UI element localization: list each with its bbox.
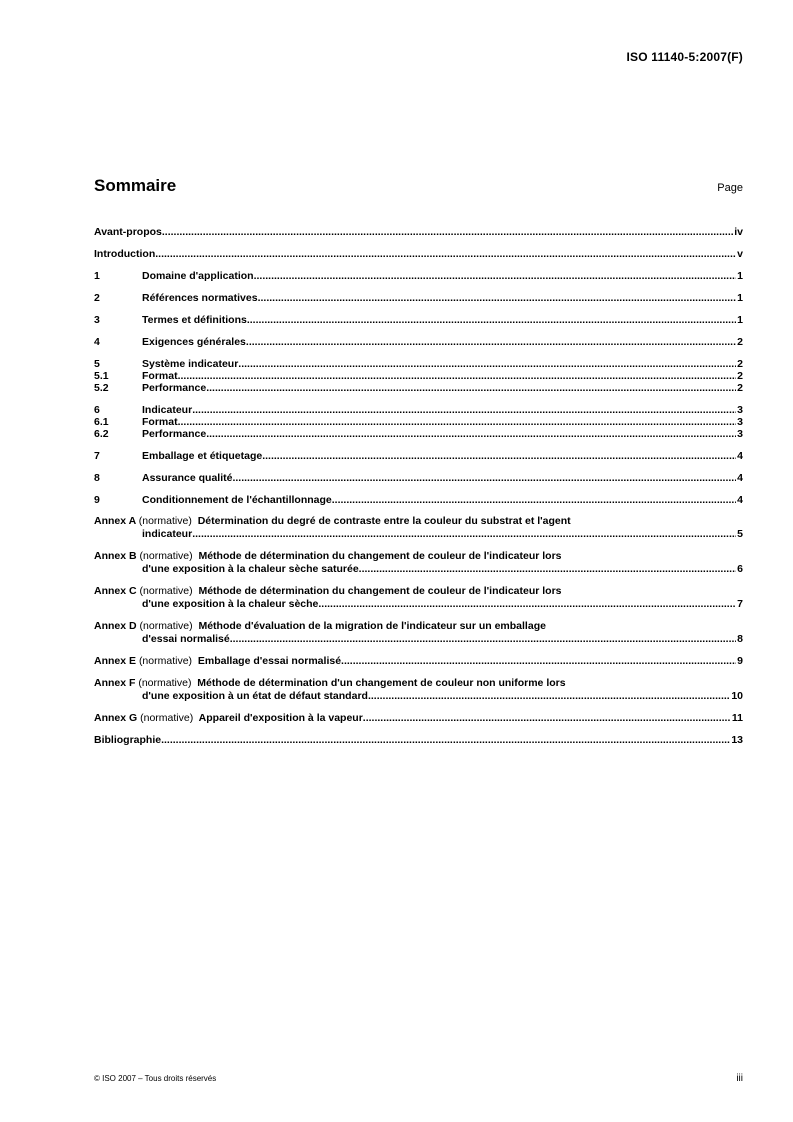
toc-entry-introduction[interactable]: Introduction ..... v — [94, 248, 743, 260]
page-title: Sommaire — [94, 176, 177, 195]
footer-page-number: iii — [736, 1073, 743, 1084]
toc-entry-3[interactable]: 3 Termes et définitions ..... 1 — [94, 314, 743, 326]
toc-entry-annex-g[interactable]: Annex G (normative) Appareil d'exposition à la vapeur ..... 11 — [94, 712, 743, 724]
title-row — [94, 176, 743, 196]
toc-entry-6-2[interactable]: 6.2 Performance ..... 3 — [94, 428, 743, 440]
toc-entry-1[interactable]: 1 Domaine d'application ..... 1 — [94, 270, 743, 282]
toc-entry-annex-c[interactable]: Annex C (normative) Méthode de détermination du changement de couleur de l'indicateur lors d'une exposition à la chaleur sèche ..... 7 — [94, 585, 743, 610]
toc-entry-annex-e[interactable]: Annex E (normative) Emballage d'essai normalisé ..... 9 — [94, 655, 743, 667]
toc-entry-annex-d[interactable]: Annex D (normative) Méthode d'évaluation de la migration de l'indicateur sur un emballage d'essai normalisé ..... 8 — [94, 620, 743, 645]
document-code: ISO 11140-5:2007(F) — [626, 50, 743, 64]
toc-entry-7[interactable]: 7 Emballage et étiquetage ..... 4 — [94, 450, 743, 462]
toc-entry-avant-propos[interactable]: Avant-propos ..... iv — [94, 226, 743, 238]
table-of-contents — [94, 226, 743, 746]
toc-entry-annex-f[interactable]: Annex F (normative) Méthode de détermination d'un changement de couleur non uniforme lors d'une exposition à un état de défaut standard ..... 10 — [94, 677, 743, 702]
toc-entry-5-1[interactable]: 5.1 Format ..... 2 — [94, 370, 743, 382]
toc-entry-5[interactable]: 5 Système indicateur ..... 2 — [94, 358, 743, 370]
toc-entry-9[interactable]: 9 Conditionnement de l'échantillonnage ..... 4 — [94, 494, 743, 506]
toc-entry-6[interactable]: 6 Indicateur ..... 3 — [94, 404, 743, 416]
toc-entry-4[interactable]: 4 Exigences générales ..... 2 — [94, 336, 743, 348]
toc-entry-annex-b[interactable]: Annex B (normative) Méthode de détermination du changement de couleur de l'indicateur lors d'une exposition à la chaleur sèche saturée ..... 6 — [94, 550, 743, 575]
toc-entry-annex-a[interactable]: Annex A (normative) Détermination du degré de contraste entre la couleur du substrat et l'agent indicateur ..... 5 — [94, 515, 743, 540]
toc-entry-8[interactable]: 8 Assurance qualité ..... 4 — [94, 472, 743, 484]
toc-entry-5-2[interactable]: 5.2 Performance ..... 2 — [94, 382, 743, 394]
toc-entry-2[interactable]: 2 Références normatives ..... 1 — [94, 292, 743, 304]
footer-copyright: © ISO 2007 – Tous droits réservés — [94, 1074, 217, 1083]
page-column-label: Page — [717, 182, 743, 194]
toc-entry-bibliography[interactable]: Bibliographie ..... 13 — [94, 734, 743, 746]
toc-entry-6-1[interactable]: 6.1 Format ..... 3 — [94, 416, 743, 428]
